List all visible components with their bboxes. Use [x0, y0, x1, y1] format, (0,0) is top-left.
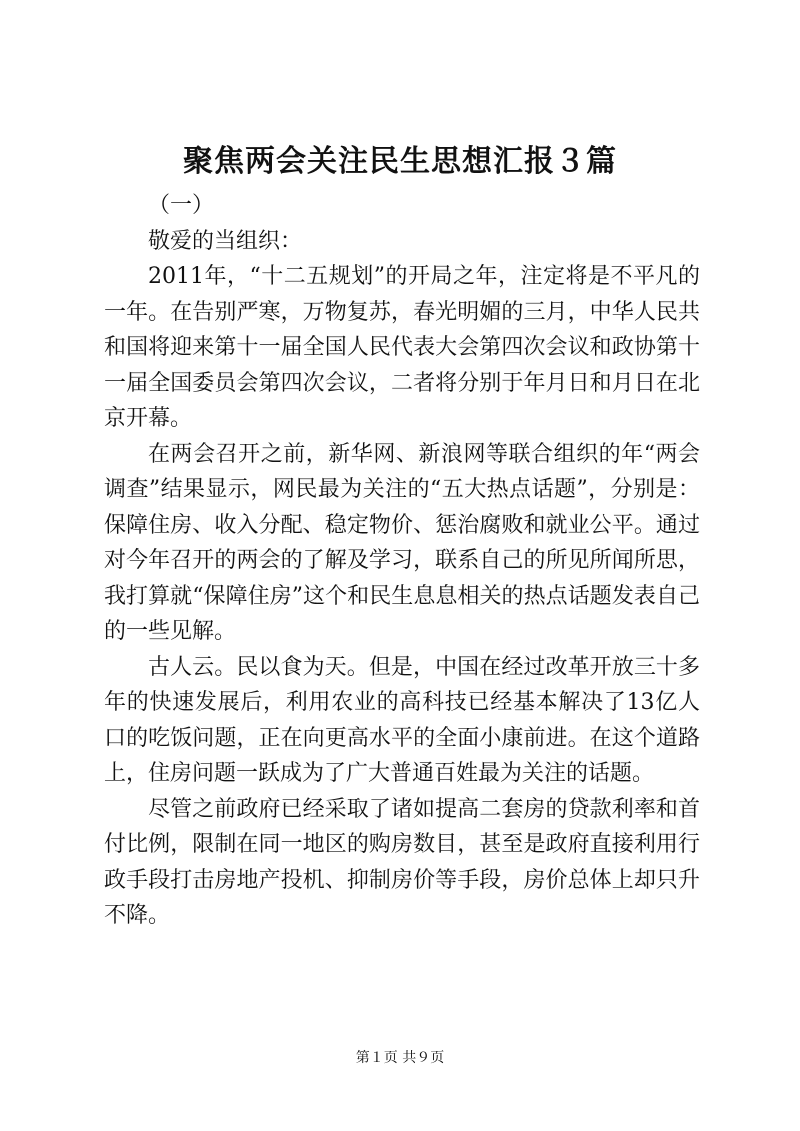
- document-title: 聚焦两会关注民生思想汇报３篇: [183, 144, 617, 179]
- section-marker: （一）: [148, 193, 215, 218]
- page-footer: 第１页 共９页: [355, 1050, 445, 1066]
- paragraph-4: 尽管之前政府已经采取了诸如提高二套房的贷款利率和首付比例，限制在同一地区的购房数目，甚至是政府直接利用行政手段打击房地产投机、抑制房价等手段，房价总体上却只升不降。: [104, 796, 700, 928]
- paragraph-1: 2011年，“十二五规划”的开局之年，注定将是不平凡的一年。在告别严寒，万物复苏，春光明媚的三月，中华人民共和国将迎来第十一届全国人民代表大会第四次会议和政协第十一届全国委员会第四次会议，二者将分别于年月日和月日在北京开幕。: [104, 264, 700, 431]
- paragraph-2: 在两会召开之前，新华网、新浪网等联合组织的年“两会调查”结果显示，网民最为关注的“五大热点话题”，分别是：保障住房、收入分配、稳定物价、惩治腐败和就业公平。通过对今年召开的两会的了解及学习，联系自己的所见所闻所思，我打算就“保障住房”这个和民生息息相关的热点话题发表自己的一些见解。: [104, 441, 700, 644]
- document-body: [104, 188, 700, 934]
- salutation: 敬爱的当组织：: [148, 228, 303, 254]
- paragraph-3: 古人云。民以食为天。但是，中国在经过改革开放三十多年的快速发展后，利用农业的高科技已经基本解决了13亿人口的吃饭问题，正在向更高水平的全面小康前进。在这个道路上，住房问题一跃成为了广大普通百姓最为关注的话题。: [104, 654, 700, 786]
